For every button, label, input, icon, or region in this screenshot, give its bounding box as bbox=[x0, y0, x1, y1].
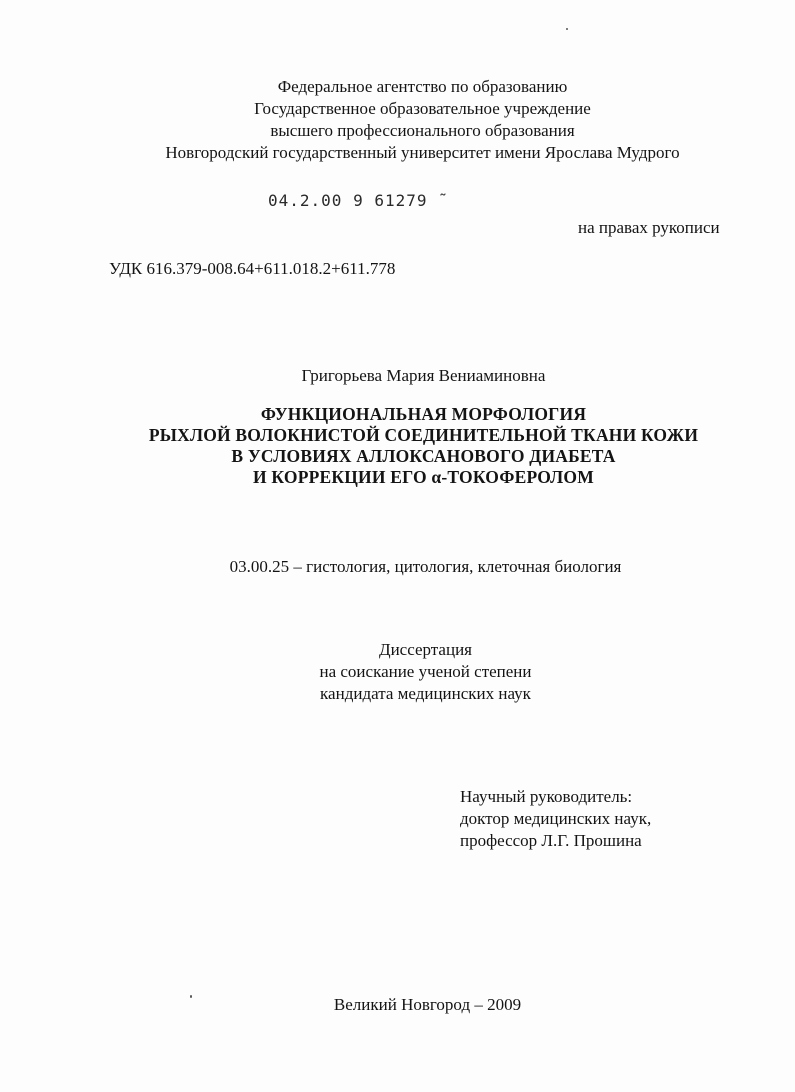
organization-line: Государственное образовательное учреждение bbox=[254, 99, 591, 118]
scientific-advisor bbox=[460, 786, 651, 852]
rights-note: на правах рукописи bbox=[578, 218, 720, 237]
advisor-line: профессор Л.Г. Прошина bbox=[460, 831, 642, 850]
title-line: ФУНКЦИОНАЛЬНАЯ МОРФОЛОГИЯ bbox=[260, 404, 587, 424]
city-year-line: Великий Новгород – 2009 bbox=[333, 995, 522, 1014]
organization-line: Новгородский государственный университет имени Ярослава Мудрого bbox=[165, 143, 680, 162]
scan-speck bbox=[566, 28, 568, 30]
registration-stamp: 04.2.00 9 61279 ˜ bbox=[268, 191, 449, 210]
specialty-code bbox=[28, 556, 795, 578]
degree-line: кандидата медицинских наук bbox=[320, 684, 531, 703]
title-line: И КОРРЕКЦИИ ЕГО α-ТОКОФЕРОЛОМ bbox=[253, 467, 594, 487]
udc-code: УДК 616.379-008.64+611.018.2+611.778 bbox=[109, 259, 396, 278]
scan-speck bbox=[190, 995, 192, 998]
organization-line: высшего профессионального образования bbox=[270, 121, 575, 140]
organization-header bbox=[25, 76, 795, 164]
city-year bbox=[30, 994, 795, 1016]
dissertation-title bbox=[26, 404, 795, 488]
title-line: РЫХЛОЙ ВОЛОКНИСТОЙ СОЕДИНИТЕЛЬНОЙ ТКАНИ КОЖИ bbox=[148, 425, 699, 445]
degree-statement bbox=[28, 639, 795, 705]
degree-line: Диссертация bbox=[378, 640, 472, 659]
degree-line: на соискание ученой степени bbox=[319, 662, 532, 681]
advisor-line: Научный руководитель: bbox=[460, 787, 633, 806]
specialty-line: 03.00.25 – гистология, цитология, клеточная биология bbox=[229, 557, 622, 576]
author-name bbox=[26, 365, 795, 387]
organization-line: Федеральное агентство по образованию bbox=[277, 77, 568, 96]
author-line: Григорьева Мария Вениаминовна bbox=[301, 366, 546, 385]
title-line: В УСЛОВИЯХ АЛЛОКСАНОВОГО ДИАБЕТА bbox=[231, 446, 616, 466]
advisor-line: доктор медицинских наук, bbox=[460, 809, 652, 828]
